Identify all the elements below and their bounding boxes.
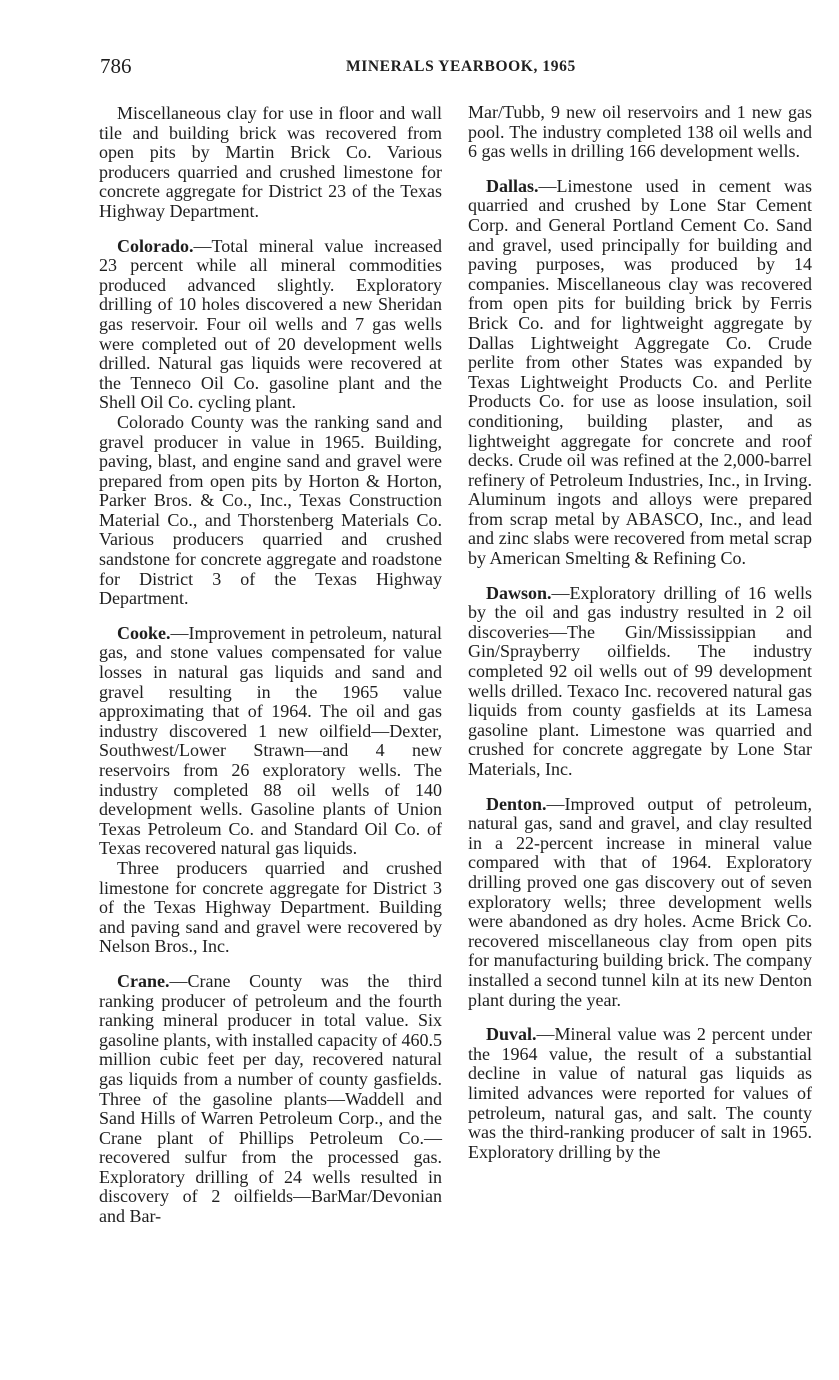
- paragraph-dawson: [468, 584, 812, 780]
- running-title: MINERALS YEARBOOK, 1965: [346, 58, 576, 75]
- page-number: 786: [100, 54, 132, 78]
- cooke-text: —Improvement in petroleum, natural gas, and stone values compensated for value losses in natural gas liquids and sand and gravel resulting in the 1965 value approximating that of 1964. The oil and gas industry discovered 1 new oilfield—Dexter, Southwest/Lower Strawn—and 4 new reservoirs from 26 exploratory wells. The industry completed 88 oil wells of 140 development wells. Gasoline plants of Union Texas Petroleum Co. and Standard Oil Co. of Texas recovered natural gas liquids.: [99, 622, 442, 859]
- crane-text: —Crane County was the third ranking producer of petroleum and the fourth ranking mineral producer in total value. Six gasoline plants, with installed capacity of 460.5 million cubic feet per day, recovered natural gas liquids from a number of county gasfields. Three of the gasoline plants—Waddell and Sand Hills of Warren Petroleum Corp., and the Crane plant of Phillips Petroleum Co.—recovered sulfur from the processed gas. Exploratory drilling of 24 wells resulted in discovery of 2 oilfields—BarMar/Devonian and Bar-: [99, 970, 442, 1227]
- denton-text: —Improved output of petroleum, natural gas, sand and gravel, and clay resulted in a 22-percent increase in mineral value compared with that of 1964. Exploratory drilling proved one gas discovery out of seven exploratory wells; three development wells were abandoned as dry holes. Acme Brick Co. recovered miscellaneous clay from open pits for manufacturing building brick. The company installed a second tunnel kiln at its new Denton plant during the year.: [468, 793, 812, 1010]
- paragraph-misc-clay: Miscellaneous clay for use in floor and wall tile and building brick was recovered from open pits by Martin Brick Co. Various producers quarried and crushed limestone for concrete aggregate for District 23 of the Texas Highway Department.: [99, 103, 442, 221]
- dawson-text: —Exploratory drilling of 16 wells by the oil and gas industry resulted in 2 oil discoveries—The Gin/Mississippian and Gin/Sprayberry oilfields. The industry completed 92 oil wells out of 99 development wells drilled. Texaco Inc. recovered natural gas liquids from county gasfields at its Lamesa gasoline plant. Limestone was quarried and crushed for concrete aggregate by Lone Star Materials, Inc.: [468, 582, 812, 779]
- paragraph-dallas: [468, 177, 812, 569]
- paragraph-colorado: [99, 237, 442, 413]
- paragraph-crane-continued: Mar/Tubb, 9 new oil reservoirs and 1 new gas pool. The industry completed 138 oil wells and 6 gas wells in drilling 166 development wells.: [468, 102, 812, 162]
- paragraph-duval: [468, 1025, 812, 1162]
- colorado-text: —Total mineral value increased 23 percent while all mineral commodities produced advanced slightly. Exploratory drilling of 10 holes discovered a new Sheridan gas reservoir. Four oil wells and 7 gas wells were completed out of 20 development wells drilled. Natural gas liquids were recovered at the Tenneco Oil Co. gasoline plant and the Shell Oil Co. cycling plant.: [99, 235, 442, 413]
- paragraph-cooke-limestone: Three producers quarried and crushed limestone for concrete aggregate for District 3 of the Texas Highway Department. Building and paving sand and gravel were recovered by Nelson Bros., Inc.: [99, 857, 442, 957]
- crane-heading: Crane.: [117, 970, 170, 991]
- paragraph-crane: [99, 972, 442, 1227]
- dawson-heading: Dawson.: [486, 582, 552, 603]
- paragraph-denton: [468, 795, 812, 1011]
- left-column: [99, 104, 442, 1227]
- colorado-heading: Colorado.: [117, 235, 194, 256]
- dallas-heading: Dallas.: [486, 175, 539, 196]
- denton-heading: Denton.: [486, 793, 547, 814]
- duval-text: —Mineral value was 2 percent under the 1964 value, the result of a substantial decline in value of natural gas liquids as limited advances were reported for values of petroleum, natural gas, and salt. The county was the third-ranking producer of salt in 1965. Exploratory drilling by the: [468, 1024, 812, 1162]
- paragraph-cooke: [99, 624, 442, 859]
- duval-heading: Duval.: [486, 1024, 537, 1045]
- dallas-text: —Limestone used in cement was quarried and crushed by Lone Star Cement Corp. and General Portland Cement Co. Sand and gravel, used principally for building and paving purposes, was produced by 14 companies. Miscellaneous clay was recovered from open pits for building brick by Ferris Brick Co. and for lightweight aggregate by Dallas Lightweight Aggregate Co. Crude perlite from other States was expanded by Texas Lightweight Products Co. and Perlite Products Co. for use as loose insulation, soil conditioning, building plaster, and as lightweight aggregate for concrete and roof decks. Crude oil was refined at the 2,000-barrel refinery of Petroleum Industries, Inc., in Irving. Aluminum ingots and alloys were prepared from scrap metal by ABASCO, Inc., and lead and zinc slabs were recovered from metal scrap by American Smelting & Refining Co.: [468, 175, 812, 569]
- cooke-heading: Cooke.: [117, 622, 171, 643]
- paragraph-colorado-county: Colorado County was the ranking sand and gravel producer in value in 1965. Building, paving, blast, and engine sand and gravel were prepared from open pits by Horton & Horton, Parker Bros. & Co., Inc., Texas Construction Material Co., and Thorstenberg Materials Co. Various producers quarried and crushed sandstone for concrete aggregate and roadstone for District 3 of the Texas Highway Department.: [99, 411, 442, 609]
- right-column: [468, 103, 812, 1162]
